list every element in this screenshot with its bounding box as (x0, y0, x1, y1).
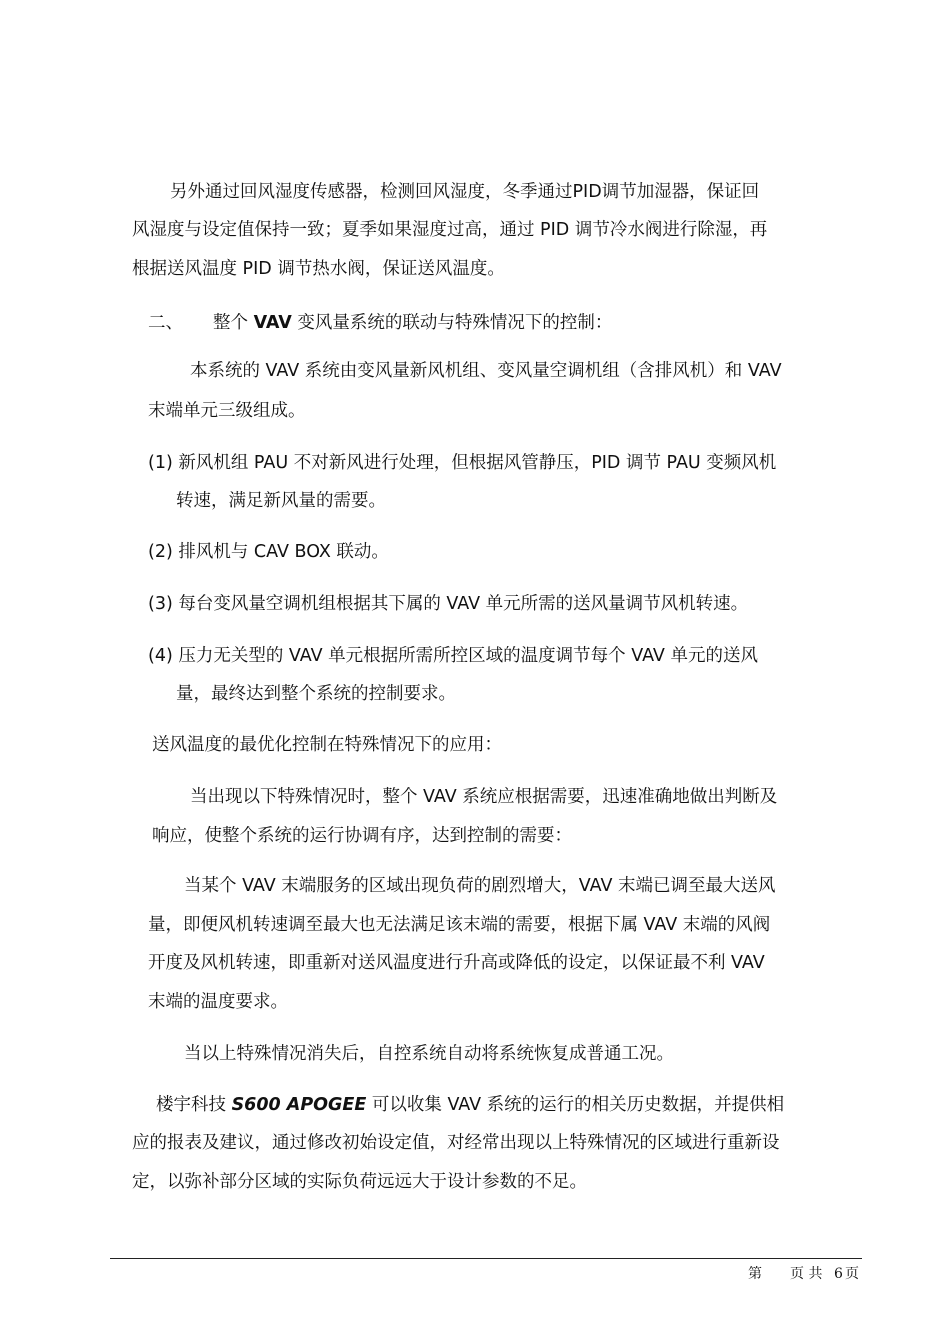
para4-line4: 末端的温度要求。 (148, 992, 288, 1012)
list-item-2: (2) 排风机与 CAV BOX 联动。 (148, 542, 389, 562)
heading-number: 二、 (148, 313, 183, 333)
para5: 当以上特殊情况消失后，自控系统自动将系统恢复成普通工况。 (184, 1044, 674, 1064)
para4-line2: 量，即便风机转速调至最大也无法满足该末端的需要，根据下属 VAV 末端的风阀 (148, 915, 771, 935)
para1-line2: 风湿度与设定值保持一致；夏季如果湿度过高，通过 PID 调节冷水阀进行除湿，再 (132, 220, 768, 240)
section-heading-2 (148, 311, 612, 335)
product-name: S600 APOGEE (231, 1095, 367, 1115)
para6-line3: 定，以弥补部分区域的实际负荷远远大于设计参数的不足。 (132, 1172, 587, 1192)
list-item-1-line2: 转速，满足新风量的需要。 (176, 491, 386, 511)
footer-page-label: 第 (748, 1266, 762, 1282)
footer-page-unit: 页 (845, 1266, 859, 1282)
heading-suffix: 变风量系统的联动与特殊情况下的控制： (291, 313, 613, 333)
para3-line2: 响应，使整个系统的运行协调有序，达到控制的需要： (152, 826, 572, 846)
heading-bold: VAV (253, 313, 292, 333)
para4-line1: 当某个 VAV 末端服务的区域出现负荷的剧烈增大，VAV 末端已调至最大送风 (184, 876, 776, 896)
para6-line2: 应的报表及建议，通过修改初始设定值，对经常出现以上特殊情况的区域进行重新设 (132, 1133, 780, 1153)
para6-suffix: 可以收集 VAV 系统的运行的相关历史数据，并提供相 (366, 1095, 785, 1115)
footer-page-mid: 页 共 (790, 1266, 823, 1282)
list-item-3: (3) 每台变风量空调机组根据其下属的 VAV 单元所需的送风量调节风机转速。 (148, 594, 749, 614)
para2-line1: 本系统的 VAV 系统由变风量新风机组、变风量空调机组（含排风机）和 VAV (190, 361, 782, 381)
list-item-4-line2: 量，最终达到整个系统的控制要求。 (176, 684, 456, 704)
para1-line3: 根据送风温度 PID 调节热水阀，保证送风温度。 (132, 259, 505, 279)
list-item-1-line1: (1) 新风机组 PAU 不对新风进行处理，但根据风管静压，PID 调节 PAU 变频风机 (148, 453, 777, 473)
para6-line1 (156, 1093, 784, 1117)
para3-line1: 当出现以下特殊情况时，整个 VAV 系统应根据需要，迅速准确地做出判断及 (190, 787, 778, 807)
list-item-4-line1: (4) 压力无关型的 VAV 单元根据所需所控区域的温度调节每个 VAV 单元的送风 (148, 646, 758, 666)
para2-line2: 末端单元三级组成。 (148, 401, 306, 421)
heading-prefix: 整个 (213, 313, 254, 333)
footer-divider (110, 1258, 862, 1259)
subheading: 送风温度的最优化控制在特殊情况下的应用： (152, 735, 502, 755)
para6-prefix: 楼宇科技 (156, 1095, 232, 1115)
para1-line1: 另外通过回风湿度传感器，检测回风湿度，冬季通过PID调节加湿器，保证回 (170, 182, 760, 202)
para4-line3: 开度及风机转速，即重新对送风温度进行升高或降低的设定，以保证最不利 VAV (148, 953, 765, 973)
footer-total-pages: 6 (834, 1266, 843, 1282)
